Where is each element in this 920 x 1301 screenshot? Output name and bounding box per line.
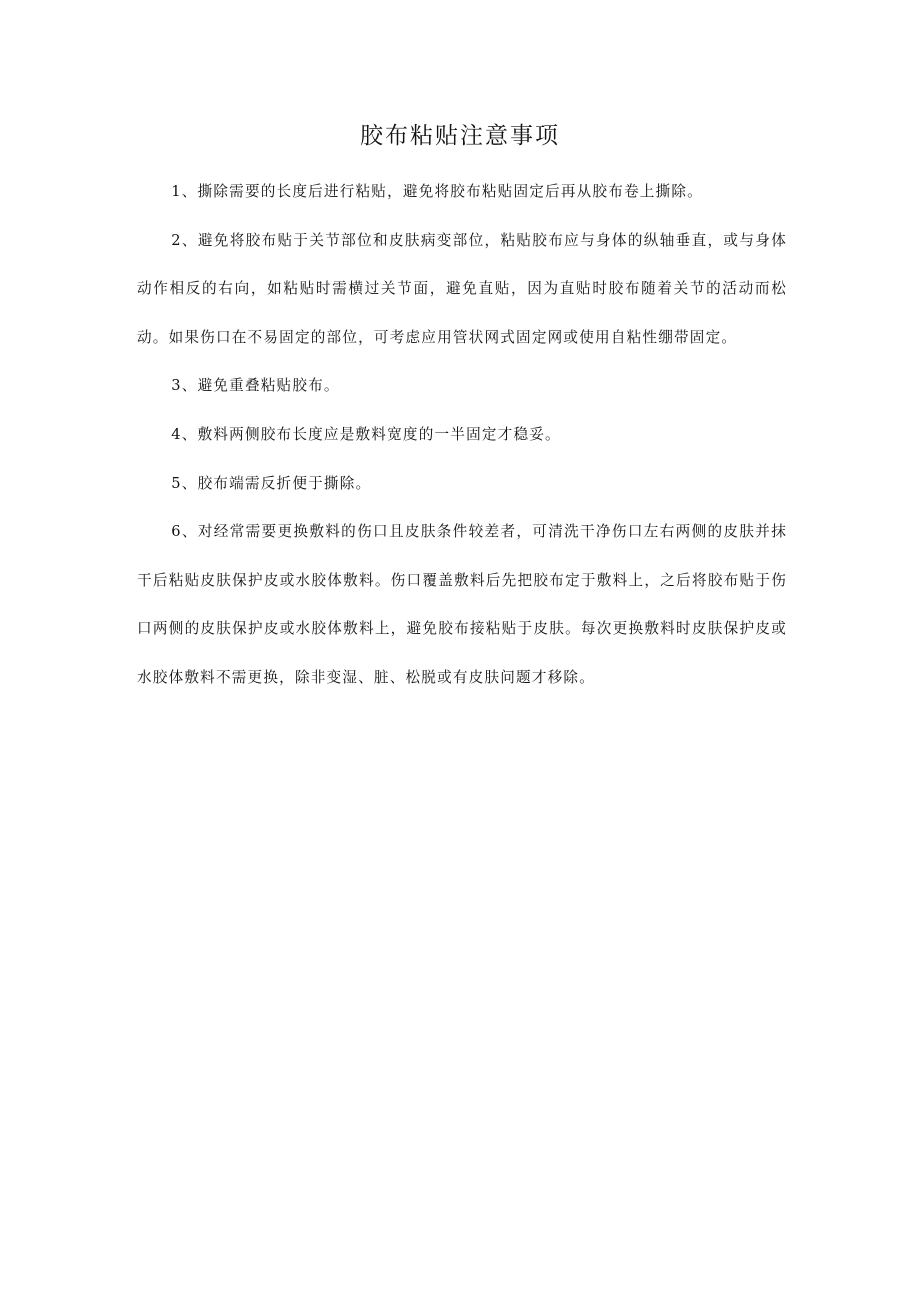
paragraph-5: 5、胶布端需反折便于撕除。 xyxy=(171,474,372,492)
paragraph-1: 1、撕除需要的长度后进行粘贴，避免将胶布粘贴固定后再从胶布卷上撕除。 xyxy=(171,183,703,200)
document-body xyxy=(137,168,787,703)
paragraph-3: 3、避免重叠粘贴胶布。 xyxy=(171,377,340,395)
paragraph-4: 4、敷料两侧胶布长度应是敷料宽度的一半固定才稳妥。 xyxy=(171,425,561,443)
paragraph-2: 2、避免将胶布贴于关节部位和皮肤病变部位，粘贴胶布应与身体的纵轴垂直，或与身体动作相反的右向，如粘贴时需横过关节面，避免直贴，因为直贴时胶布随着关节的活动而松动。如果伤口在不易固定的部位，可考虑应用管状网式固定网或使用自粘性绷带固定。 xyxy=(137,231,787,346)
paragraph-6: 6、对经常需要更换敷料的伤口且皮肤条件较差者，可清洗干净伤口左右两侧的皮肤并抹干后粘贴皮肤保护皮或水胶体敷料。伤口覆盖敷料后先把胶布定于敷料上，之后将胶布贴于伤口两侧的皮肤保护皮或水胶体敷料上，避免胶布接粘贴于皮肤。每次更换敷料时皮肤保护皮或水胶体敷料不需更换，除非变湿、脏、松脱或有皮肤问题才移除。 xyxy=(137,523,787,686)
document-title: 胶布粘贴注意事项 xyxy=(360,123,560,149)
